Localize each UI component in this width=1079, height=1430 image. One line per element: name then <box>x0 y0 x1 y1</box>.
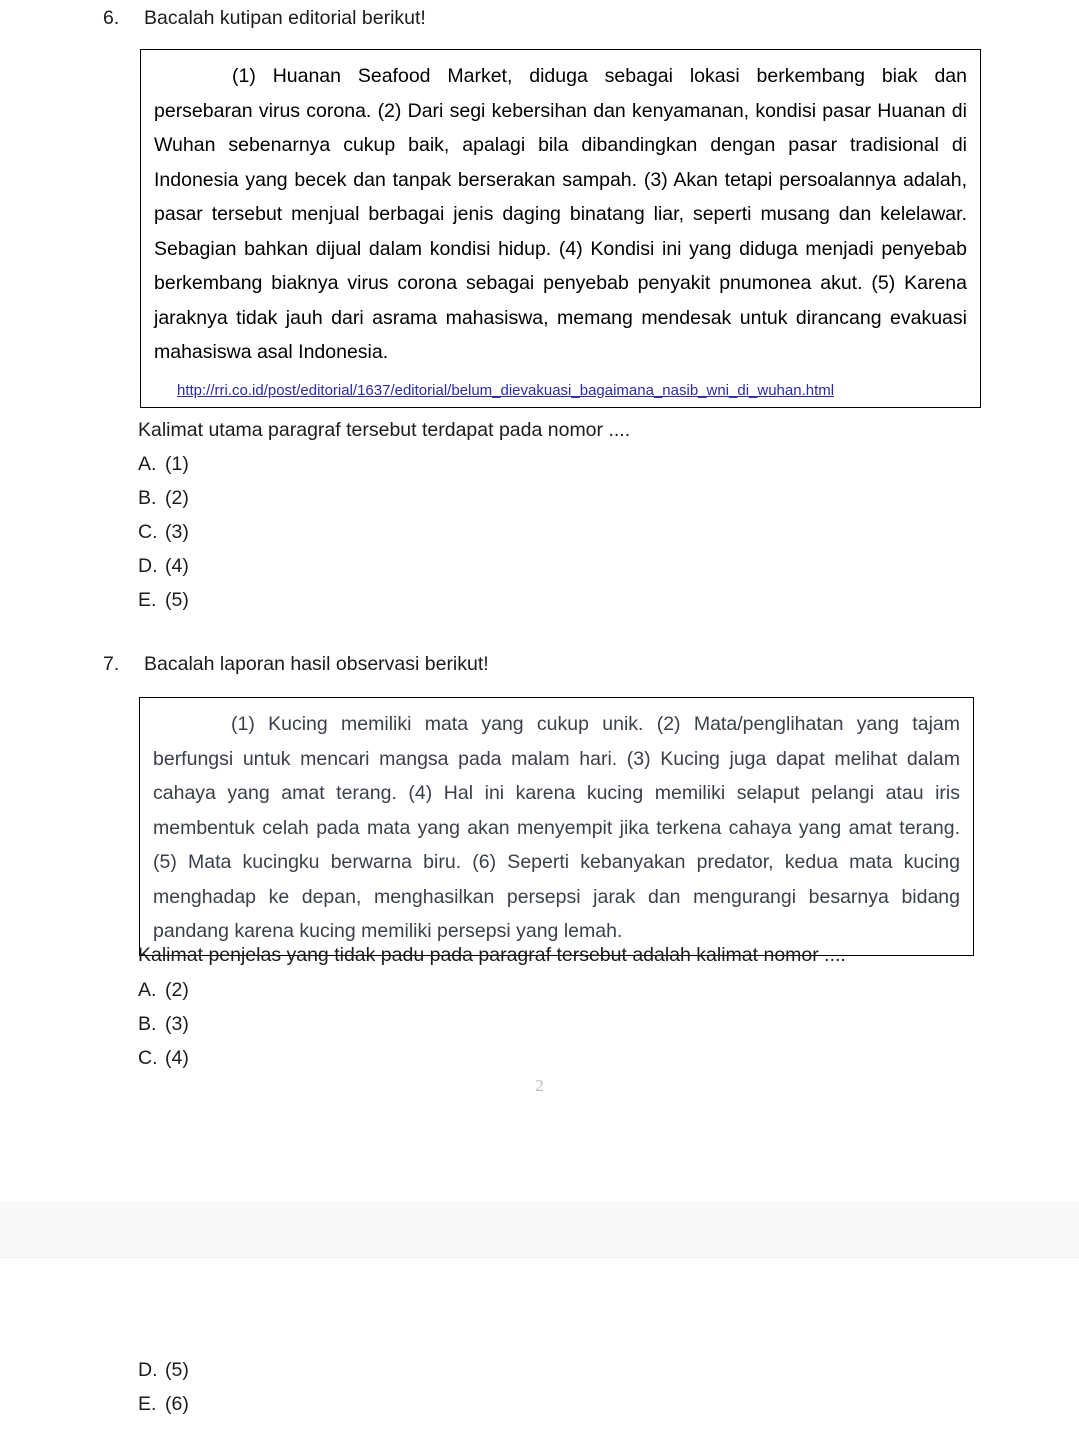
question-block-6 <box>0 4 1079 32</box>
option-item[interactable] <box>138 583 189 617</box>
option-text: (5) <box>165 589 189 611</box>
page-sheet-2 <box>0 1259 1079 1430</box>
crop-mark-top-right <box>975 1299 1007 1331</box>
option-item[interactable] <box>138 973 189 1007</box>
option-text: (4) <box>165 1047 189 1069</box>
option-item[interactable] <box>138 1353 189 1387</box>
option-letter: E. <box>138 1393 157 1415</box>
option-item[interactable] <box>138 1007 189 1041</box>
option-item[interactable] <box>138 447 189 481</box>
page-separator-gap <box>0 1202 1079 1258</box>
option-item[interactable] <box>138 1387 189 1421</box>
option-letter: B. <box>138 487 157 509</box>
crop-mark-top-left <box>72 1299 104 1331</box>
page-number: 2 <box>535 1076 544 1095</box>
question-6-title: Bacalah kutipan editorial berikut! <box>144 7 426 29</box>
question-7-options <box>138 973 189 1075</box>
option-letter: C. <box>138 521 158 543</box>
option-text: (4) <box>165 555 189 577</box>
option-item[interactable] <box>138 1041 189 1075</box>
crop-mark-bottom-right <box>975 1108 1007 1140</box>
option-item[interactable] <box>138 481 189 515</box>
option-letter: D. <box>138 1359 158 1381</box>
excerpt-box-question-7 <box>139 697 974 956</box>
option-letter: A. <box>138 979 157 1001</box>
option-text: (1) <box>165 453 189 475</box>
excerpt-source-line-question-6 <box>154 381 967 401</box>
option-text: (3) <box>165 521 189 543</box>
question-7-title: Bacalah laporan hasil observasi berikut! <box>144 653 489 675</box>
question-block-7 <box>0 650 1079 678</box>
option-letter: C. <box>138 1047 158 1069</box>
question-6-heading <box>0 4 1079 32</box>
option-letter: E. <box>138 589 157 611</box>
question-7-prompt: Kalimat penjelas yang tidak padu pada paragraf tersebut adalah kalimat nomor .... <box>138 944 846 966</box>
option-text: (2) <box>165 487 189 509</box>
question-6-prompt: Kalimat utama paragraf tersebut terdapat pada nomor .... <box>138 419 631 441</box>
option-text: (2) <box>165 979 189 1001</box>
question-7-number: 7. <box>103 653 120 675</box>
crop-mark-bottom-left <box>72 1108 104 1140</box>
source-url-link[interactable]: http://rri.co.id/post/editorial/1637/editorial/belum_dievakuasi_bagaimana_nasib_wni_di_wuhan.html <box>177 381 835 399</box>
question-7-heading <box>0 650 1079 678</box>
option-text: (5) <box>165 1359 189 1381</box>
option-text: (6) <box>165 1393 189 1415</box>
excerpt-text-question-6: (1) Huanan Seafood Market, diduga sebagai lokasi berkembang biak dan persebaran virus corona. (2) Dari segi kebersihan dan kenyamanan, kondisi pasar Huanan di Wuhan sebenarnya cukup baik, apalagi bila dibandingkan dengan pasar tradisional di Indonesia yang becek dan tanpak berserakan sampah. (3) Akan tetapi persoalannya adalah, pasar tersebut menjual berbagai jenis daging binatang liar, seperti musang dan kelelawar. Sebagian bahkan dijual dalam kondisi hidup. (4) Kondisi ini yang diduga menjadi penyebab berkembang biaknya virus corona sebagai penyebab penyakit pnumonea akut. (5) Karena jaraknya tidak jauh dari asrama mahasiswa, memang mendesak untuk dirancang evakuasi mahasiswa asal Indonesia. <box>154 65 967 363</box>
option-item[interactable] <box>138 549 189 583</box>
question-6-number: 6. <box>103 7 120 29</box>
option-letter: A. <box>138 453 157 475</box>
option-item[interactable] <box>138 515 189 549</box>
option-letter: D. <box>138 555 158 577</box>
question-6-options <box>138 447 189 617</box>
excerpt-text-question-7: (1) Kucing memiliki mata yang cukup unik. (2) Mata/penglihatan yang tajam berfungsi untuk mencari mangsa pada malam hari. (3) Kucing juga dapat melihat dalam cahaya yang amat terang. (4) Hal ini karena kucing memiliki selaput pelangi atau iris membentuk celah pada mata yang akan menyempit jika terkena cahaya yang amat terang. (5) Mata kucingku berwarna biru. (6) Seperti kebanyakan predator, kedua mata kucing menghadap ke depan, menghasilkan persepsi jarak dan mengurangi besarnya bidang pandang karena kucing memiliki persepsi yang lemah. <box>153 713 960 942</box>
question-7-options-continued <box>138 1353 189 1421</box>
option-text: (3) <box>165 1013 189 1035</box>
excerpt-box-question-6 <box>140 49 981 408</box>
option-letter: B. <box>138 1013 157 1035</box>
